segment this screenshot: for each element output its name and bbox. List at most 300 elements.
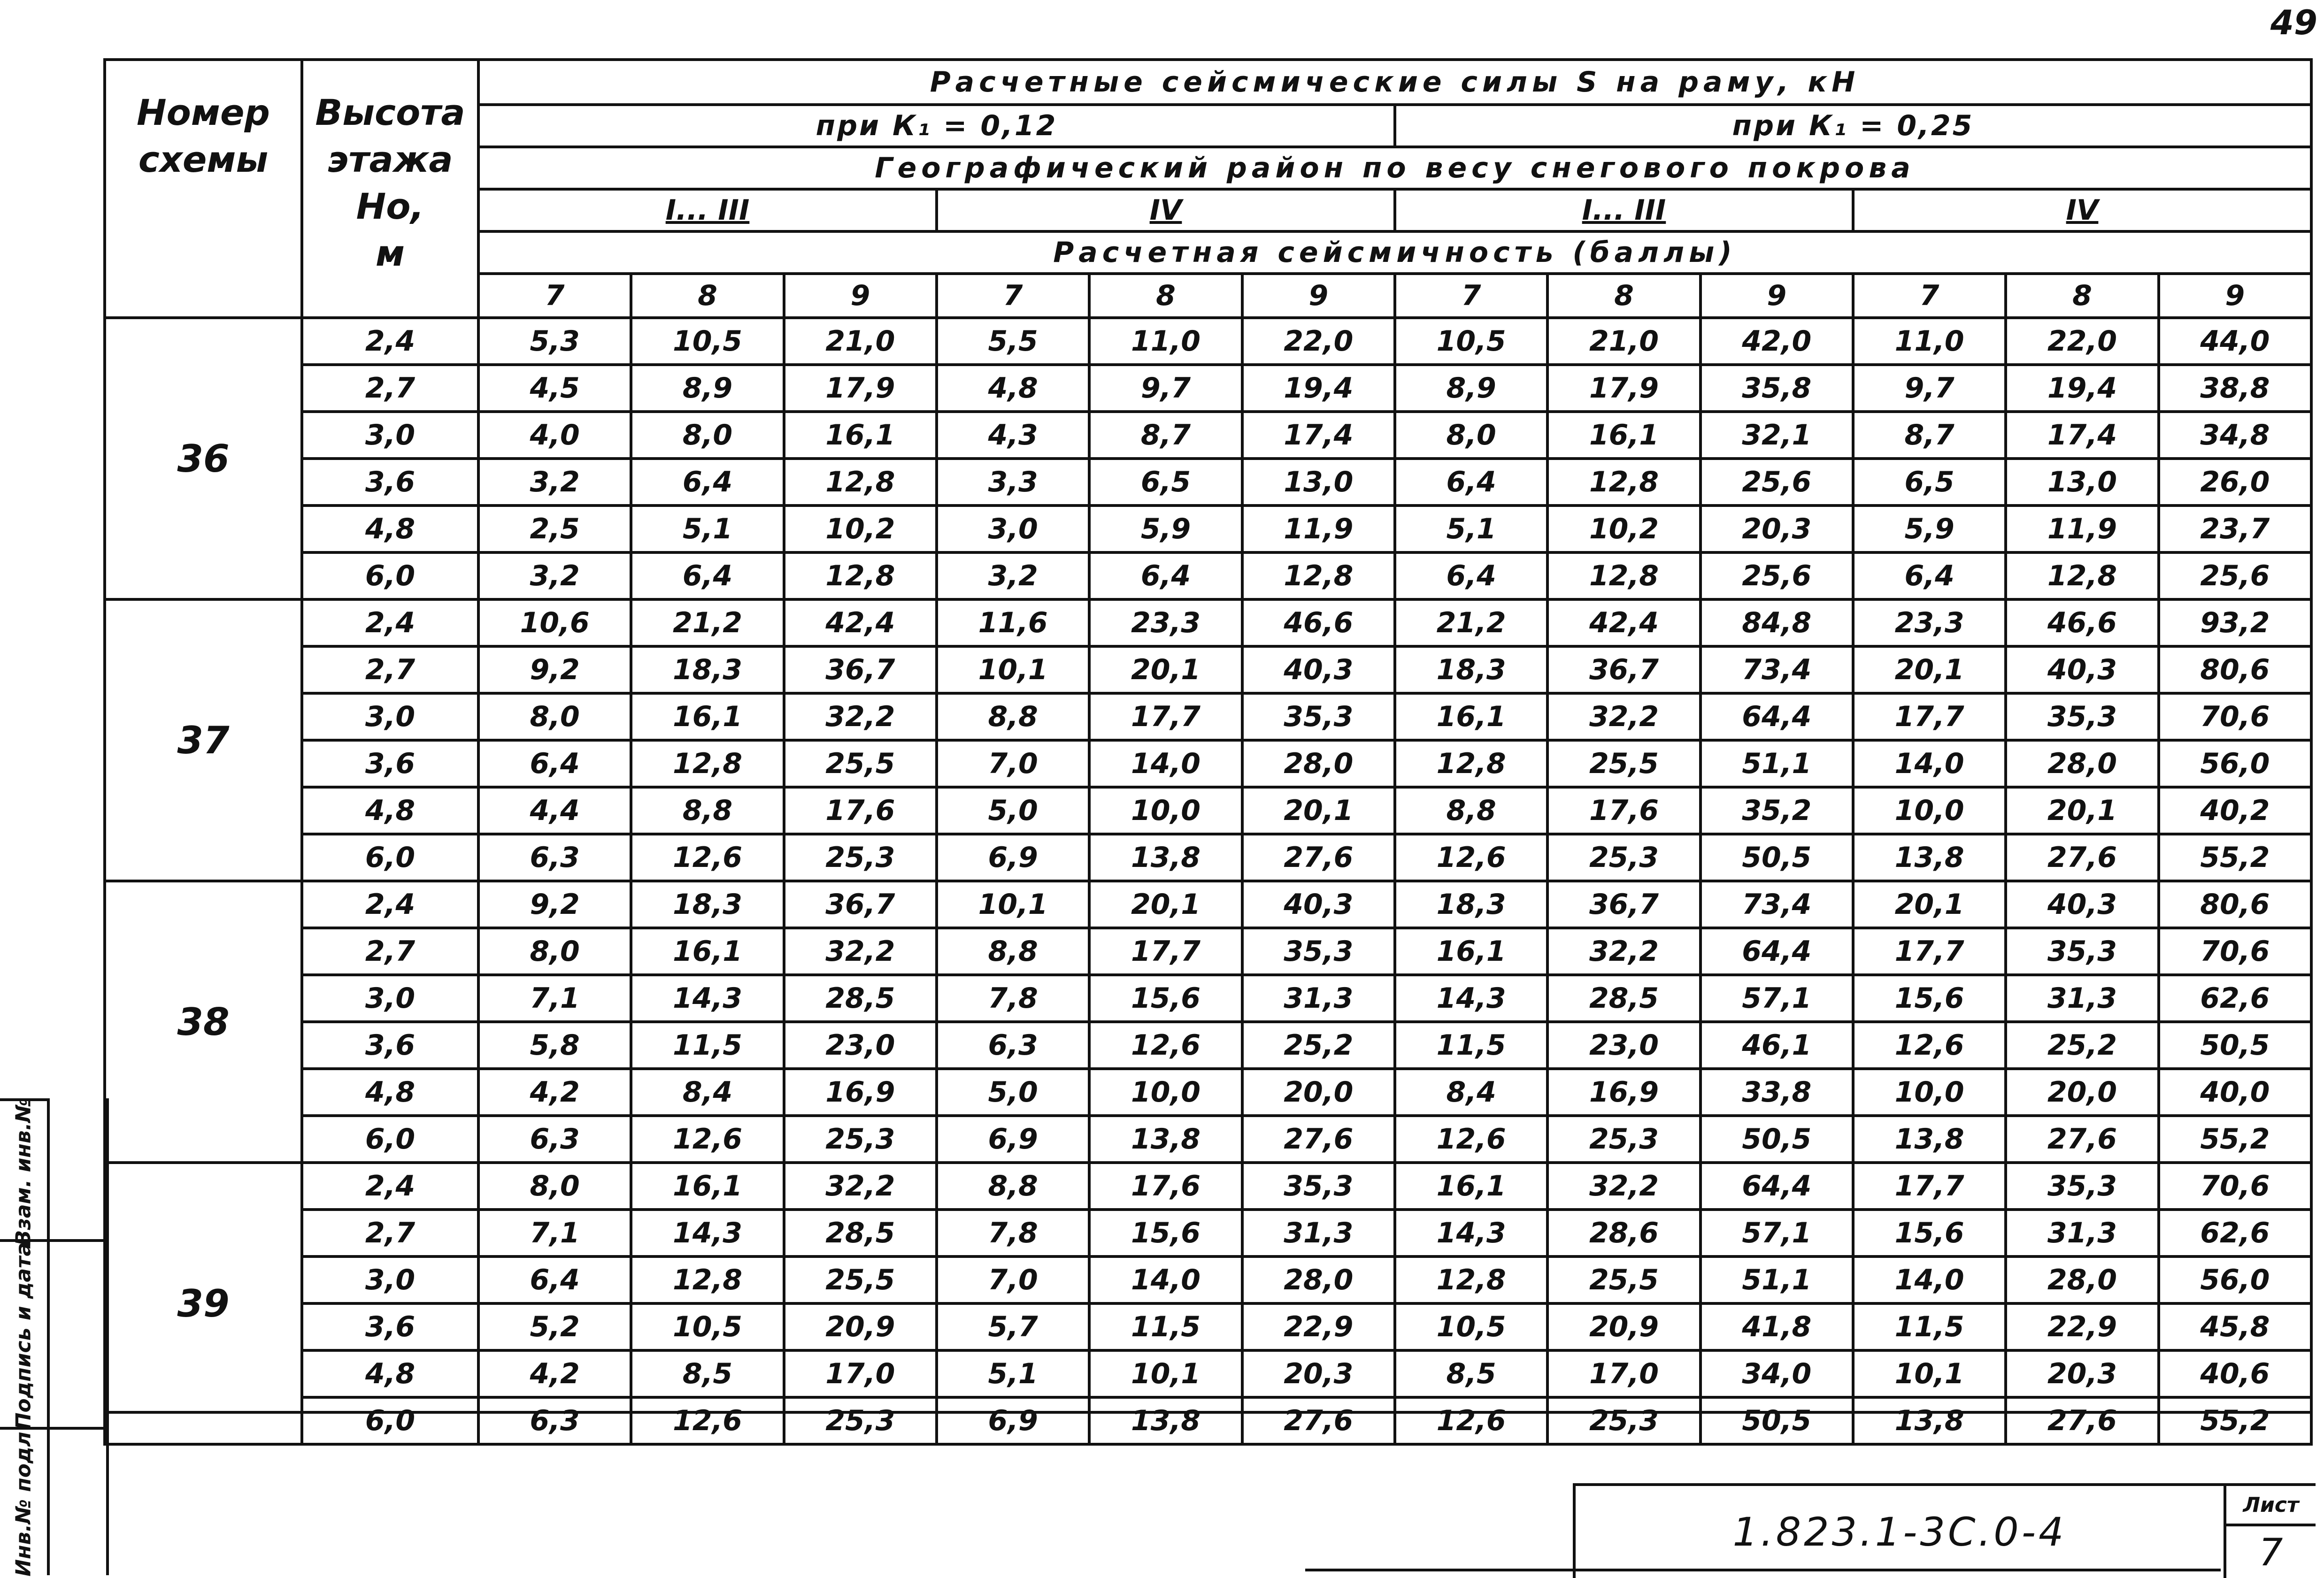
force-value: 25,3 — [1547, 1397, 1700, 1444]
force-value: 5,5 — [937, 318, 1089, 365]
force-value: 3,2 — [478, 459, 631, 506]
force-value: 32,2 — [784, 693, 937, 740]
force-value: 8,9 — [1395, 365, 1547, 412]
force-value: 32,2 — [1547, 928, 1700, 975]
force-value: 25,5 — [784, 1256, 937, 1303]
force-value: 9,2 — [478, 881, 631, 928]
title-block-base-line — [1305, 1569, 2221, 1571]
force-value: 10,5 — [1395, 1303, 1547, 1350]
force-value: 21,0 — [1547, 318, 1700, 365]
force-value: 36,7 — [1547, 646, 1700, 693]
floor-height: 3,0 — [302, 693, 478, 740]
force-value: 6,3 — [937, 1022, 1089, 1069]
force-value: 17,7 — [1853, 928, 2006, 975]
force-value: 12,8 — [631, 740, 784, 787]
force-value: 8,8 — [1395, 787, 1547, 834]
force-value: 35,8 — [1701, 365, 1853, 412]
force-value: 5,7 — [937, 1303, 1089, 1350]
floor-height: 2,4 — [302, 881, 478, 928]
force-value: 28,5 — [1547, 975, 1700, 1022]
force-value: 64,4 — [1701, 928, 1853, 975]
table-row — [105, 1256, 2311, 1303]
scheme-number: 38 — [105, 881, 302, 1163]
table-row — [105, 318, 2311, 365]
force-value: 40,3 — [1242, 881, 1395, 928]
force-value: 20,1 — [1089, 881, 1242, 928]
force-value: 17,9 — [784, 365, 937, 412]
force-value: 10,6 — [478, 599, 631, 646]
force-value: 35,3 — [1242, 928, 1395, 975]
force-value: 7,1 — [478, 1210, 631, 1256]
force-value: 25,2 — [2006, 1022, 2158, 1069]
floor-height: 4,8 — [302, 1350, 478, 1397]
force-value: 8,9 — [631, 365, 784, 412]
force-value: 4,3 — [937, 412, 1089, 459]
force-value: 28,6 — [1547, 1210, 1700, 1256]
force-value: 35,3 — [2006, 693, 2158, 740]
table-row — [105, 599, 2311, 646]
force-value: 12,8 — [631, 1256, 784, 1303]
force-value: 56,0 — [2159, 1256, 2311, 1303]
force-value: 14,0 — [1853, 1256, 2006, 1303]
force-value: 27,6 — [2006, 1397, 2158, 1444]
force-value: 35,3 — [2006, 1163, 2158, 1210]
force-value: 41,8 — [1701, 1303, 1853, 1350]
force-value: 36,7 — [784, 646, 937, 693]
force-value: 17,7 — [1089, 693, 1242, 740]
header-region-1-3: I... III — [478, 189, 937, 231]
stamp-inv-no: Инв.№ подл — [0, 1427, 47, 1578]
force-value: 22,0 — [1242, 318, 1395, 365]
floor-height: 6,0 — [302, 834, 478, 881]
force-value: 6,3 — [478, 834, 631, 881]
force-value: 46,1 — [1701, 1022, 1853, 1069]
force-value: 51,1 — [1701, 740, 1853, 787]
force-value: 16,9 — [1547, 1069, 1700, 1116]
force-value: 12,8 — [784, 552, 937, 599]
floor-height: 2,4 — [302, 318, 478, 365]
floor-height: 2,4 — [302, 599, 478, 646]
force-value: 26,0 — [2159, 459, 2311, 506]
table-row — [105, 552, 2311, 599]
force-value: 62,6 — [2159, 1210, 2311, 1256]
force-value: 14,3 — [1395, 1210, 1547, 1256]
force-value: 27,6 — [1242, 834, 1395, 881]
header-seismicity-8: 8 — [1547, 274, 1700, 318]
force-value: 11,5 — [631, 1022, 784, 1069]
floor-height: 4,8 — [302, 1069, 478, 1116]
force-value: 80,6 — [2159, 646, 2311, 693]
force-value: 16,1 — [1395, 1163, 1547, 1210]
force-value: 9,7 — [1853, 365, 2006, 412]
floor-height: 3,6 — [302, 740, 478, 787]
floor-height: 2,7 — [302, 646, 478, 693]
force-value: 6,4 — [631, 459, 784, 506]
force-value: 70,6 — [2159, 928, 2311, 975]
floor-height: 2,4 — [302, 1163, 478, 1210]
force-value: 17,7 — [1853, 1163, 2006, 1210]
force-value: 14,3 — [1395, 975, 1547, 1022]
floor-height: 3,6 — [302, 1303, 478, 1350]
table-row — [105, 881, 2311, 928]
force-value: 8,7 — [1089, 412, 1242, 459]
table-row — [105, 1022, 2311, 1069]
force-value: 12,6 — [631, 1116, 784, 1163]
force-value: 57,1 — [1701, 975, 1853, 1022]
document-code: 1.823.1-3С.0-4 — [1573, 1483, 2224, 1578]
frame-bottom-line — [103, 1411, 2313, 1414]
force-value: 8,8 — [937, 1163, 1089, 1210]
force-value: 10,1 — [937, 646, 1089, 693]
force-value: 17,7 — [1853, 693, 2006, 740]
force-value: 38,8 — [2159, 365, 2311, 412]
force-value: 35,3 — [1242, 1163, 1395, 1210]
header-seismicity-9: 9 — [2159, 274, 2311, 318]
floor-height: 4,8 — [302, 506, 478, 552]
table-row — [105, 365, 2311, 412]
force-value: 4,8 — [937, 365, 1089, 412]
header-seismicity-9: 9 — [1242, 274, 1395, 318]
force-value: 17,6 — [1547, 787, 1700, 834]
table-row — [105, 975, 2311, 1022]
force-value: 11,0 — [1853, 318, 2006, 365]
force-value: 93,2 — [2159, 599, 2311, 646]
force-value: 4,2 — [478, 1069, 631, 1116]
force-value: 10,2 — [784, 506, 937, 552]
force-value: 44,0 — [2159, 318, 2311, 365]
force-value: 23,0 — [1547, 1022, 1700, 1069]
force-value: 12,6 — [1395, 1397, 1547, 1444]
force-value: 16,1 — [631, 928, 784, 975]
force-value: 34,8 — [2159, 412, 2311, 459]
table-row — [105, 1116, 2311, 1163]
force-value: 11,5 — [1089, 1303, 1242, 1350]
force-value: 25,6 — [1701, 552, 1853, 599]
force-value: 51,1 — [1701, 1256, 1853, 1303]
force-value: 8,5 — [1395, 1350, 1547, 1397]
force-value: 12,6 — [631, 834, 784, 881]
force-value: 3,0 — [937, 506, 1089, 552]
force-value: 16,1 — [631, 693, 784, 740]
force-value: 32,1 — [1701, 412, 1853, 459]
force-value: 46,6 — [2006, 599, 2158, 646]
table-row — [105, 459, 2311, 506]
force-value: 20,1 — [1089, 646, 1242, 693]
floor-height: 2,7 — [302, 928, 478, 975]
force-value: 45,8 — [2159, 1303, 2311, 1350]
force-value: 20,0 — [2006, 1069, 2158, 1116]
force-value: 10,1 — [1089, 1350, 1242, 1397]
force-value: 25,2 — [1242, 1022, 1395, 1069]
force-value: 14,3 — [631, 975, 784, 1022]
force-value: 8,0 — [631, 412, 784, 459]
force-value: 20,0 — [1242, 1069, 1395, 1116]
force-value: 13,8 — [1853, 1116, 2006, 1163]
force-value: 12,8 — [2006, 552, 2158, 599]
force-value: 5,9 — [1089, 506, 1242, 552]
force-value: 16,1 — [1395, 928, 1547, 975]
force-value: 11,0 — [1089, 318, 1242, 365]
force-value: 8,7 — [1853, 412, 2006, 459]
header-seismicity-7: 7 — [1395, 274, 1547, 318]
force-value: 6,4 — [631, 552, 784, 599]
force-value: 12,8 — [1547, 552, 1700, 599]
force-value: 8,8 — [937, 928, 1089, 975]
force-value: 46,6 — [1242, 599, 1395, 646]
force-value: 7,8 — [937, 975, 1089, 1022]
force-value: 11,9 — [1242, 506, 1395, 552]
force-value: 6,3 — [478, 1116, 631, 1163]
header-region-1-3: I... III — [1395, 189, 1853, 231]
floor-height: 6,0 — [302, 1397, 478, 1444]
force-value: 3,3 — [937, 459, 1089, 506]
header-region-4: IV — [937, 189, 1395, 231]
force-value: 73,4 — [1701, 646, 1853, 693]
force-value: 25,5 — [1547, 740, 1700, 787]
force-value: 13,0 — [2006, 459, 2158, 506]
header-snow-region: Географический район по весу снегового покрова — [478, 147, 2311, 189]
floor-height: 3,0 — [302, 412, 478, 459]
table-row — [105, 787, 2311, 834]
force-value: 25,6 — [1701, 459, 1853, 506]
force-value: 25,5 — [784, 740, 937, 787]
force-value: 8,0 — [1395, 412, 1547, 459]
force-value: 6,4 — [1089, 552, 1242, 599]
force-value: 40,0 — [2159, 1069, 2311, 1116]
force-value: 9,7 — [1089, 365, 1242, 412]
table-row — [105, 1397, 2311, 1444]
force-value: 4,5 — [478, 365, 631, 412]
force-value: 8,8 — [937, 693, 1089, 740]
table-row — [105, 1069, 2311, 1116]
force-value: 21,0 — [784, 318, 937, 365]
force-value: 20,3 — [1701, 506, 1853, 552]
force-value: 5,0 — [937, 787, 1089, 834]
force-value: 12,6 — [631, 1397, 784, 1444]
floor-height: 3,0 — [302, 975, 478, 1022]
force-value: 42,0 — [1701, 318, 1853, 365]
force-value: 20,1 — [1853, 646, 2006, 693]
scheme-number: 37 — [105, 599, 302, 881]
force-value: 5,1 — [631, 506, 784, 552]
table-row — [105, 1163, 2311, 1210]
force-value: 12,8 — [1395, 1256, 1547, 1303]
header-seismicity-9: 9 — [1701, 274, 1853, 318]
force-value: 10,0 — [1853, 1069, 2006, 1116]
table-row — [105, 693, 2311, 740]
force-value: 36,7 — [1547, 881, 1700, 928]
floor-height: 6,0 — [302, 1116, 478, 1163]
force-value: 17,4 — [1242, 412, 1395, 459]
force-value: 31,3 — [2006, 1210, 2158, 1256]
force-value: 27,6 — [1242, 1116, 1395, 1163]
force-value: 25,3 — [784, 1397, 937, 1444]
force-value: 13,8 — [1853, 1397, 2006, 1444]
force-value: 10,1 — [1853, 1350, 2006, 1397]
force-value: 28,0 — [2006, 1256, 2158, 1303]
force-value: 27,6 — [2006, 834, 2158, 881]
force-value: 27,6 — [2006, 1116, 2158, 1163]
force-value: 10,5 — [1395, 318, 1547, 365]
force-value: 5,2 — [478, 1303, 631, 1350]
scheme-number: 39 — [105, 1163, 302, 1444]
force-value: 25,3 — [784, 834, 937, 881]
header-seismicity-7: 7 — [1853, 274, 2006, 318]
force-value: 6,4 — [478, 740, 631, 787]
force-value: 21,2 — [631, 599, 784, 646]
force-value: 17,0 — [1547, 1350, 1700, 1397]
force-value: 62,6 — [2159, 975, 2311, 1022]
force-value: 14,0 — [1089, 740, 1242, 787]
seismic-forces-table — [103, 58, 2313, 1446]
stamp-sign-date: Подпись и дата — [0, 1239, 47, 1430]
force-value: 50,5 — [2159, 1022, 2311, 1069]
force-value: 23,7 — [2159, 506, 2311, 552]
force-value: 18,3 — [1395, 881, 1547, 928]
force-value: 6,9 — [937, 834, 1089, 881]
force-value: 8,0 — [478, 693, 631, 740]
force-value: 28,0 — [1242, 740, 1395, 787]
force-value: 31,3 — [1242, 975, 1395, 1022]
force-value: 31,3 — [1242, 1210, 1395, 1256]
force-value: 73,4 — [1701, 881, 1853, 928]
force-value: 42,4 — [1547, 599, 1700, 646]
force-value: 7,8 — [937, 1210, 1089, 1256]
force-value: 5,3 — [478, 318, 631, 365]
force-value: 55,2 — [2159, 1397, 2311, 1444]
force-value: 14,0 — [1089, 1256, 1242, 1303]
force-value: 17,7 — [1089, 928, 1242, 975]
force-value: 42,4 — [784, 599, 937, 646]
force-value: 13,0 — [1242, 459, 1395, 506]
force-value: 18,3 — [1395, 646, 1547, 693]
force-value: 25,3 — [1547, 1116, 1700, 1163]
force-value: 5,8 — [478, 1022, 631, 1069]
table-row — [105, 834, 2311, 881]
force-value: 15,6 — [1853, 1210, 2006, 1256]
force-value: 33,8 — [1701, 1069, 1853, 1116]
force-value: 25,5 — [1547, 1256, 1700, 1303]
force-value: 50,5 — [1701, 1397, 1853, 1444]
force-value: 6,9 — [937, 1397, 1089, 1444]
force-value: 40,2 — [2159, 787, 2311, 834]
floor-height: 6,0 — [302, 552, 478, 599]
force-value: 20,3 — [1242, 1350, 1395, 1397]
force-value: 13,8 — [1089, 834, 1242, 881]
floor-height: 3,6 — [302, 459, 478, 506]
force-value: 55,2 — [2159, 834, 2311, 881]
force-value: 16,1 — [1395, 693, 1547, 740]
floor-height: 3,0 — [302, 1256, 478, 1303]
force-value: 17,6 — [1089, 1163, 1242, 1210]
force-value: 25,3 — [1547, 834, 1700, 881]
force-value: 8,4 — [1395, 1069, 1547, 1116]
table-row — [105, 740, 2311, 787]
force-value: 5,9 — [1853, 506, 2006, 552]
floor-height: 3,6 — [302, 1022, 478, 1069]
force-value: 10,0 — [1089, 787, 1242, 834]
force-value: 12,6 — [1089, 1022, 1242, 1069]
force-value: 28,0 — [1242, 1256, 1395, 1303]
force-value: 35,3 — [2006, 928, 2158, 975]
force-value: 20,9 — [1547, 1303, 1700, 1350]
force-value: 4,4 — [478, 787, 631, 834]
floor-height: 4,8 — [302, 787, 478, 834]
force-value: 22,0 — [2006, 318, 2158, 365]
force-value: 7,1 — [478, 975, 631, 1022]
force-value: 12,8 — [1547, 459, 1700, 506]
force-value: 31,3 — [2006, 975, 2158, 1022]
force-value: 15,6 — [1089, 1210, 1242, 1256]
force-value: 32,2 — [784, 1163, 937, 1210]
sheet-box — [2224, 1483, 2316, 1578]
force-value: 10,5 — [631, 318, 784, 365]
header-main-title: Расчетные сейсмические силы S на раму, кН — [478, 60, 2311, 105]
force-value: 40,3 — [2006, 646, 2158, 693]
force-value: 11,6 — [937, 599, 1089, 646]
header-scheme: Номер схемы — [105, 60, 302, 318]
force-value: 56,0 — [2159, 740, 2311, 787]
force-value: 40,6 — [2159, 1350, 2311, 1397]
floor-height: 2,7 — [302, 365, 478, 412]
force-value: 8,0 — [478, 1163, 631, 1210]
force-value: 7,0 — [937, 740, 1089, 787]
force-value: 14,3 — [631, 1210, 784, 1256]
force-value: 28,5 — [784, 1210, 937, 1256]
force-value: 9,2 — [478, 646, 631, 693]
force-value: 20,3 — [2006, 1350, 2158, 1397]
force-value: 23,3 — [1853, 599, 2006, 646]
force-value: 12,6 — [1853, 1022, 2006, 1069]
table-row — [105, 1210, 2311, 1256]
header-region-4: IV — [1853, 189, 2311, 231]
force-value: 3,2 — [937, 552, 1089, 599]
force-value: 17,0 — [784, 1350, 937, 1397]
force-value: 6,5 — [1089, 459, 1242, 506]
floor-height: 2,7 — [302, 1210, 478, 1256]
force-value: 6,5 — [1853, 459, 2006, 506]
table-row — [105, 646, 2311, 693]
force-value: 21,2 — [1395, 599, 1547, 646]
scheme-number: 36 — [105, 318, 302, 599]
force-value: 4,2 — [478, 1350, 631, 1397]
stamp-vzam-inv: Взам. инв.№ — [0, 1098, 47, 1242]
force-value: 12,8 — [1395, 740, 1547, 787]
table-row — [105, 1303, 2311, 1350]
force-value: 35,3 — [1242, 693, 1395, 740]
force-value: 40,3 — [2006, 881, 2158, 928]
force-value: 2,5 — [478, 506, 631, 552]
side-stamp — [0, 1098, 103, 1575]
force-value: 27,6 — [1242, 1397, 1395, 1444]
force-value: 18,3 — [631, 646, 784, 693]
force-value: 80,6 — [2159, 881, 2311, 928]
force-value: 17,6 — [784, 787, 937, 834]
force-value: 17,9 — [1547, 365, 1700, 412]
force-value: 8,0 — [478, 928, 631, 975]
force-value: 3,2 — [478, 552, 631, 599]
force-value: 55,2 — [2159, 1116, 2311, 1163]
table-row — [105, 928, 2311, 975]
force-value: 18,3 — [631, 881, 784, 928]
force-value: 28,0 — [2006, 740, 2158, 787]
force-value: 8,5 — [631, 1350, 784, 1397]
table-row — [105, 506, 2311, 552]
force-value: 20,1 — [2006, 787, 2158, 834]
header-seismicity-9: 9 — [784, 274, 937, 318]
header-seismicity-7: 7 — [478, 274, 631, 318]
header-seismicity-8: 8 — [2006, 274, 2158, 318]
